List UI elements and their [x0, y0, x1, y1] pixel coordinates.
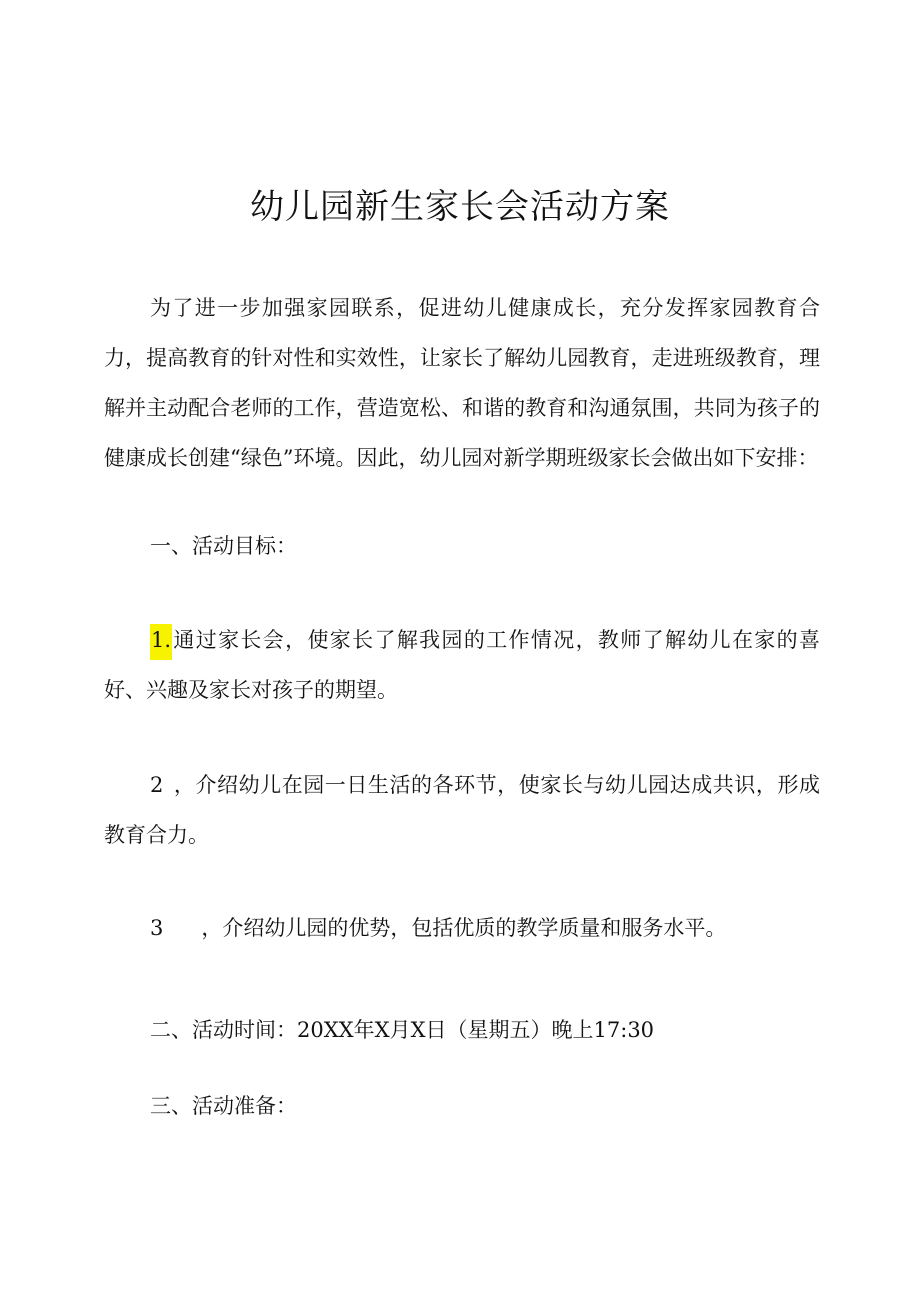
goal-item-2 [104, 760, 820, 860]
goal-item-3 [150, 903, 726, 953]
goal-item-1 [104, 615, 820, 715]
goal-item-1-text: 通过家长会，使家长了解我园的工作情况，教师了解幼儿在家的喜好、兴趣及家长对孩子的期望。 [104, 628, 820, 702]
section-heading-time: 二、活动时间：20XX年X月X日（星期五）晚上17:30 [150, 1018, 655, 1042]
section-heading-preparation: 三、活动准备： [150, 1094, 297, 1118]
goal-item-3-text: ，介绍幼儿园的优势，包括优质的教学质量和服务水平。 [201, 916, 727, 940]
goal-item-3-number: 3 [150, 916, 164, 940]
document-title: 幼儿园新生家长会活动方案 [250, 187, 670, 227]
goal-item-2-number: 2 [150, 773, 164, 797]
highlighted-number: 1. [150, 624, 172, 660]
goal-item-2-text: ，介绍幼儿在园一日生活的各环节，使家长与幼儿园达成共识，形成教育合力。 [104, 773, 820, 847]
section-heading-goals: 一、活动目标： [150, 534, 297, 558]
intro-paragraph: 为了进一步加强家园联系，促进幼儿健康成长，充分发挥家园教育合力，提高教育的针对性和实效性，让家长了解幼儿园教育，走进班级教育，理解并主动配合老师的工作，营造宽松、和谐的教育和沟通氛围，共同为孩子的健康成长创建“绿色”环境。因此，幼儿园对新学期班级家长会做出如下安排： [104, 296, 820, 470]
